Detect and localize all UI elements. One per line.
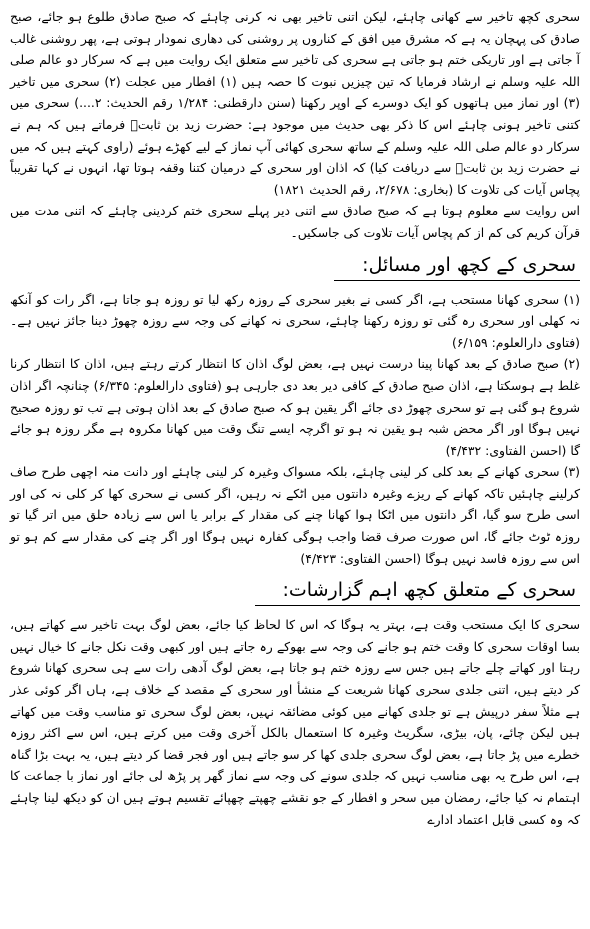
paragraph-suhoor-timing: سحری کچھ تاخیر سے کھانی چاہئے، لیکن اتنی تاخیر بھی نہ کرنی چاہئے کہ صبح صادق طلوع ہو جائے، صبح صادق کی پہچان یہ ہے کہ مشرق میں افق کے کناروں پر روشنی کی دھاری نمودار ہوتی ہے، پھر روشنی غالب آ جاتی ہے اور تاریکی ختم ہو جاتی ہے سحری کی تاخیر سے متعلق ایک روایت میں ہے کہ سرکار دو عالم صلی اللہ علیہ وسلم نے ارشاد فرمایا کہ تین چیزیں نبوت کا حصہ ہیں (۱) افطار میں عجلت (۲) سحری میں تاخیر (۳) اور نماز میں ہاتھوں کو ایک دوسرے کے اوپر رکھنا (سنن دارقطنی: ۱/۲۸۴ رقم الحدیث: ۲....) سحری میں کتنی تاخیر ہونی چاہئے اس کا ذکر بھی حدیث میں موجود ہے: حضرت زید بن ثابتؓ فرماتے ہیں کہ ہم نے سرکار دو عالم صلی اللہ علیہ وسلم کے ساتھ سحری کھائی آپ نماز کے لیے کھڑے ہوئے (راوی کہتے ہیں کہ میں نے حضرت زید بن ثابتؓ سے دریافت کیا) کہ اذان اور سحری کے درمیان کتنا وقفہ ہوتا تھا، انہوں نے کہا تقریباً پچاس آیات کی تلاوت کا (بخاری: ۲/۶۷۸، رقم الحدیث ۱۸۲۱) [10, 9, 580, 197]
section-guzarishat [10, 575, 580, 830]
paragraph-masail-3: (۳) سحری کھانے کے بعد کلی کر لینی چاہئے، بلکہ مسواک وغیرہ کر لینی چاہئے اور دانت منہ اچھی طرح صاف کرلینے چاہئیں تاکہ کھانے کے ریزے وغیرہ دانتوں میں اٹکے نہ رہیں، اگر کسی نے سحری کھا کر کلی نہ کی اور اسی طرح سو گیا، اگر دانتوں میں اٹکا ہوا کھانا چنے کی مقدار کے برابر یا اس سے زیادہ حلق میں اتر گیا تو روزہ ٹوٹ جائے گا، اس صورت صرف قضا واجب ہوگی کفارہ نہیں ہوگا اور اگر چنے کی مقدار سے کم ہو تو اس سے روزہ فاسد نہیں ہوگا (احسن الفتاوی: ۴/۴۲۳) [10, 464, 580, 566]
paragraph-fifty-verses: اس روایت سے معلوم ہوتا ہے کہ صبح صادق سے اتنی دیر پہلے سحری ختم کردینی چاہئے کہ اتنی مدت میں قرآن کریم کی کم از کم پچاس آیات تلاوت کی جاسکیں۔ [10, 203, 580, 240]
section-intro [10, 6, 580, 244]
paragraph-guzarishat: سحری کا ایک مستحب وقت ہے، بہتر یہ ہوگا کہ اس کا لحاظ کیا جائے، بعض لوگ بہت تاخیر سے کھاتے ہیں، بسا اوقات سحری کا وقت ختم ہو جانے کی وجہ سے بھوکے رہ جاتے ہیں اور کبھی وقت نکل جانے کا خیال نہیں رہتا اور کھاتے چلے جاتے ہیں جس سے روزہ ختم ہو جاتا ہے، بعض لوگ آدھی رات سے ہی سحری کھانا شروع کر دیتے ہیں، اتنی جلدی سحری کھانا شریعت کے منشأ اور سحری کے مقصد کے خلاف ہے، ہاں اگر کوئی عذر ہے مثلاً سفر درپیش ہے تو جلدی کھانے میں کوئی مضائقہ نہیں، بعض لوگ سحری تو مناسب وقت میں کھاتے ہیں لیکن چائے، پان، بیڑی، سگریٹ وغیرہ کا استعمال بالکل آخری وقت میں کرتے ہیں، اس سے اکثر روزہ خطرے میں پڑ جاتا ہے، بعض لوگ سحری جلدی کھا کر سو جاتے ہیں اور فجر قضا کر دیتے ہیں، یہ بہت بڑا گناہ ہے، اس طرح یہ بھی مناسب نہیں کہ جلدی سونے کی وجہ سے نماز گھر پر پڑھ لی جائے اور نماز با جماعت کا اہتمام نہ کیا جائے، رمضان میں سحر و افطار کے جو نقشے چھپتے چھپائے تقسیم ہوتے ہیں ان کو دیکھ لینا چاہئے کہ وہ کسی قابل اعتماد ادارے [10, 617, 580, 827]
heading-guzarishat [10, 575, 580, 606]
section-masail [10, 250, 580, 570]
paragraph-masail-1: (۱) سحری کھانا مستحب ہے، اگر کسی نے بغیر سحری کے روزہ رکھ لیا تو روزہ ہو جاتا ہے، اگر رات کو آنکھ نہ کھلی اور سحری رہ گئی تو روزہ رکھنا چاہئے، سحری نہ کھانے کی وجہ سے روزہ چھوڑ دینا جائز نہیں ہے۔ (فتاوی دارالعلوم: ۶/۱۵۹) [10, 291, 580, 350]
heading-guzarishat-text: سحری کے متعلق کچھ اہم گزارشات: [255, 575, 580, 606]
heading-masail [10, 250, 580, 281]
heading-masail-text: سحری کے کچھ اور مسائل: [334, 250, 580, 281]
paragraph-masail-2: (۲) صبح صادق کے بعد کھانا پینا درست نہیں ہے، بعض لوگ اذان کا انتظار کرتے رہتے ہیں، اذان کا انتظار کرنا غلط ہے ہوسکتا ہے، اذان صبح صادق کے کافی دیر بعد دی جارہی ہو (فتاوی دارالعلوم: ۶/۳۴۵) چنانچہ اگر اذان شروع ہو گئی ہے تو سحری چھوڑ دی جائے اگر یقین ہو کہ صبح صادق کے بعد اذان ہوتی ہے تب تو روزہ صحیح نہیں ہوگا اور اگر محض شبہ ہو یقین نہ ہو تو اگرچہ ایسے تنگ وقت میں کھانا مکروہ ہے مگر روزہ ہو جائے گا (احسن الفتاوی: ۴/۴۳۲) [10, 356, 580, 458]
